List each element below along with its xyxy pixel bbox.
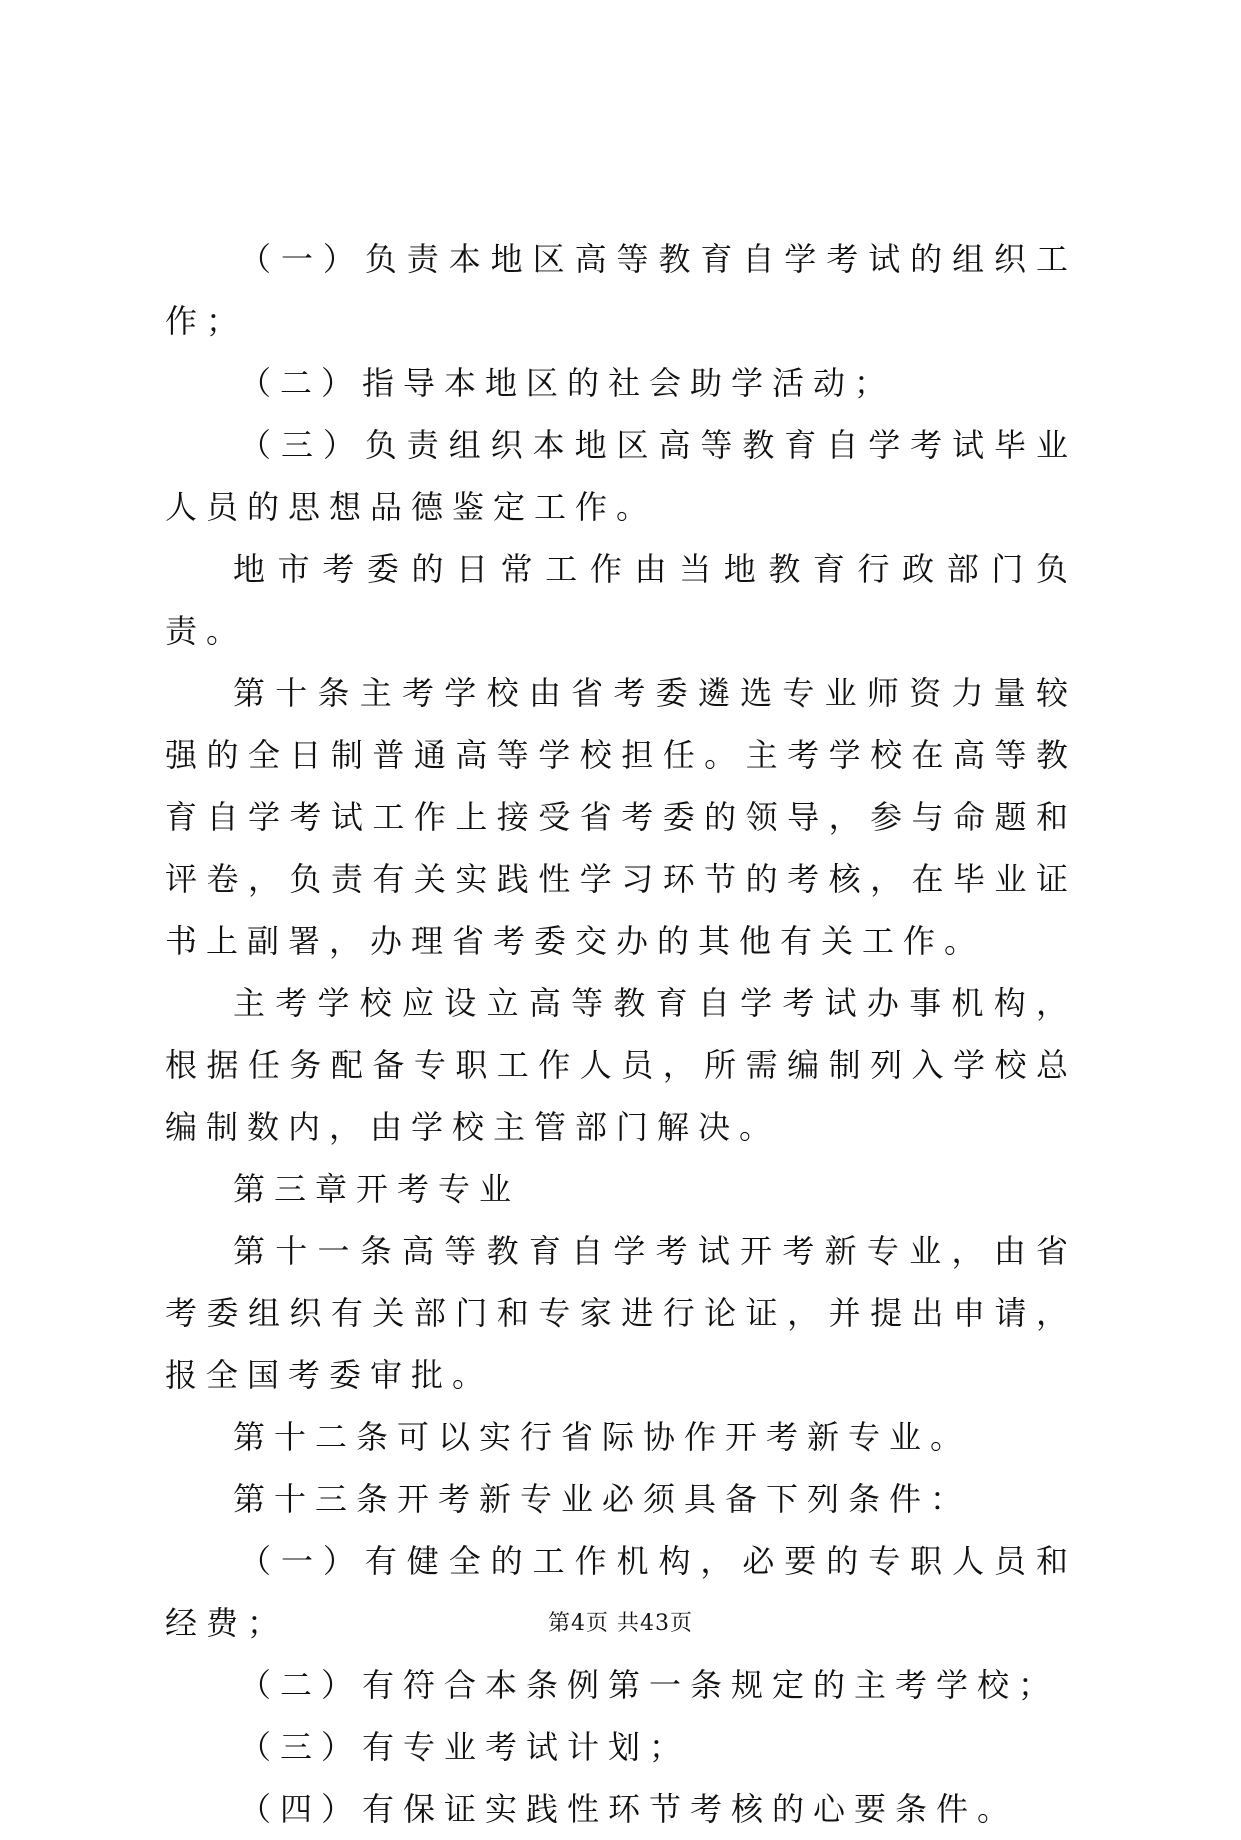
- document-body: [165, 228, 1077, 1840]
- paragraph-condition-4: （四）有保证实践性环节考核的心要条件。: [239, 1790, 1019, 1828]
- paragraph-article-13: 第十三条开考新专业必须具备下列条件：: [233, 1480, 972, 1518]
- paragraph-article-12: 第十二条可以实行省际协作开考新专业。: [233, 1418, 972, 1456]
- paragraph-condition-1: （一）有健全的工作机构，必要的专职人员和经费；: [165, 1542, 1077, 1642]
- chapter-heading: 第三章开考专业: [233, 1170, 521, 1208]
- paragraph-daily-work: 地市考委的日常工作由当地教育行政部门负责。: [165, 550, 1077, 650]
- page-number-footer: 第4页 共43页: [548, 1611, 693, 1636]
- paragraph-condition-3: （三）有专业考试计划；: [239, 1728, 691, 1766]
- paragraph-article-11: 第十一条高等教育自学考试开考新专业，由省考委组织有关部门和专家进行论证，并提出申请，报全国考委审批。: [165, 1232, 1077, 1394]
- paragraph-office-setup: 主考学校应设立高等教育自学考试办事机构，根据任务配备专职工作人员，所需编制列入学校总编制数内，由学校主管部门解决。: [165, 984, 1077, 1146]
- paragraph-condition-2: （二）有符合本条例第一条规定的主考学校；: [239, 1666, 1060, 1704]
- paragraph-article-10: 第十条主考学校由省考委遴选专业师资力量较强的全日制普通高等学校担任。主考学校在高等教育自学考试工作上接受省考委的领导，参与命题和评卷，负责有关实践性学习环节的考核，在毕业证书上副署，办理省考委交办的其他有关工作。: [165, 674, 1077, 960]
- paragraph-item-1: （一）负责本地区高等教育自学考试的组织工作；: [165, 240, 1077, 340]
- paragraph-item-3: （三）负责组织本地区高等教育自学考试毕业人员的思想品德鉴定工作。: [165, 426, 1077, 526]
- paragraph-item-2: （二）指导本地区的社会助学活动；: [239, 364, 896, 402]
